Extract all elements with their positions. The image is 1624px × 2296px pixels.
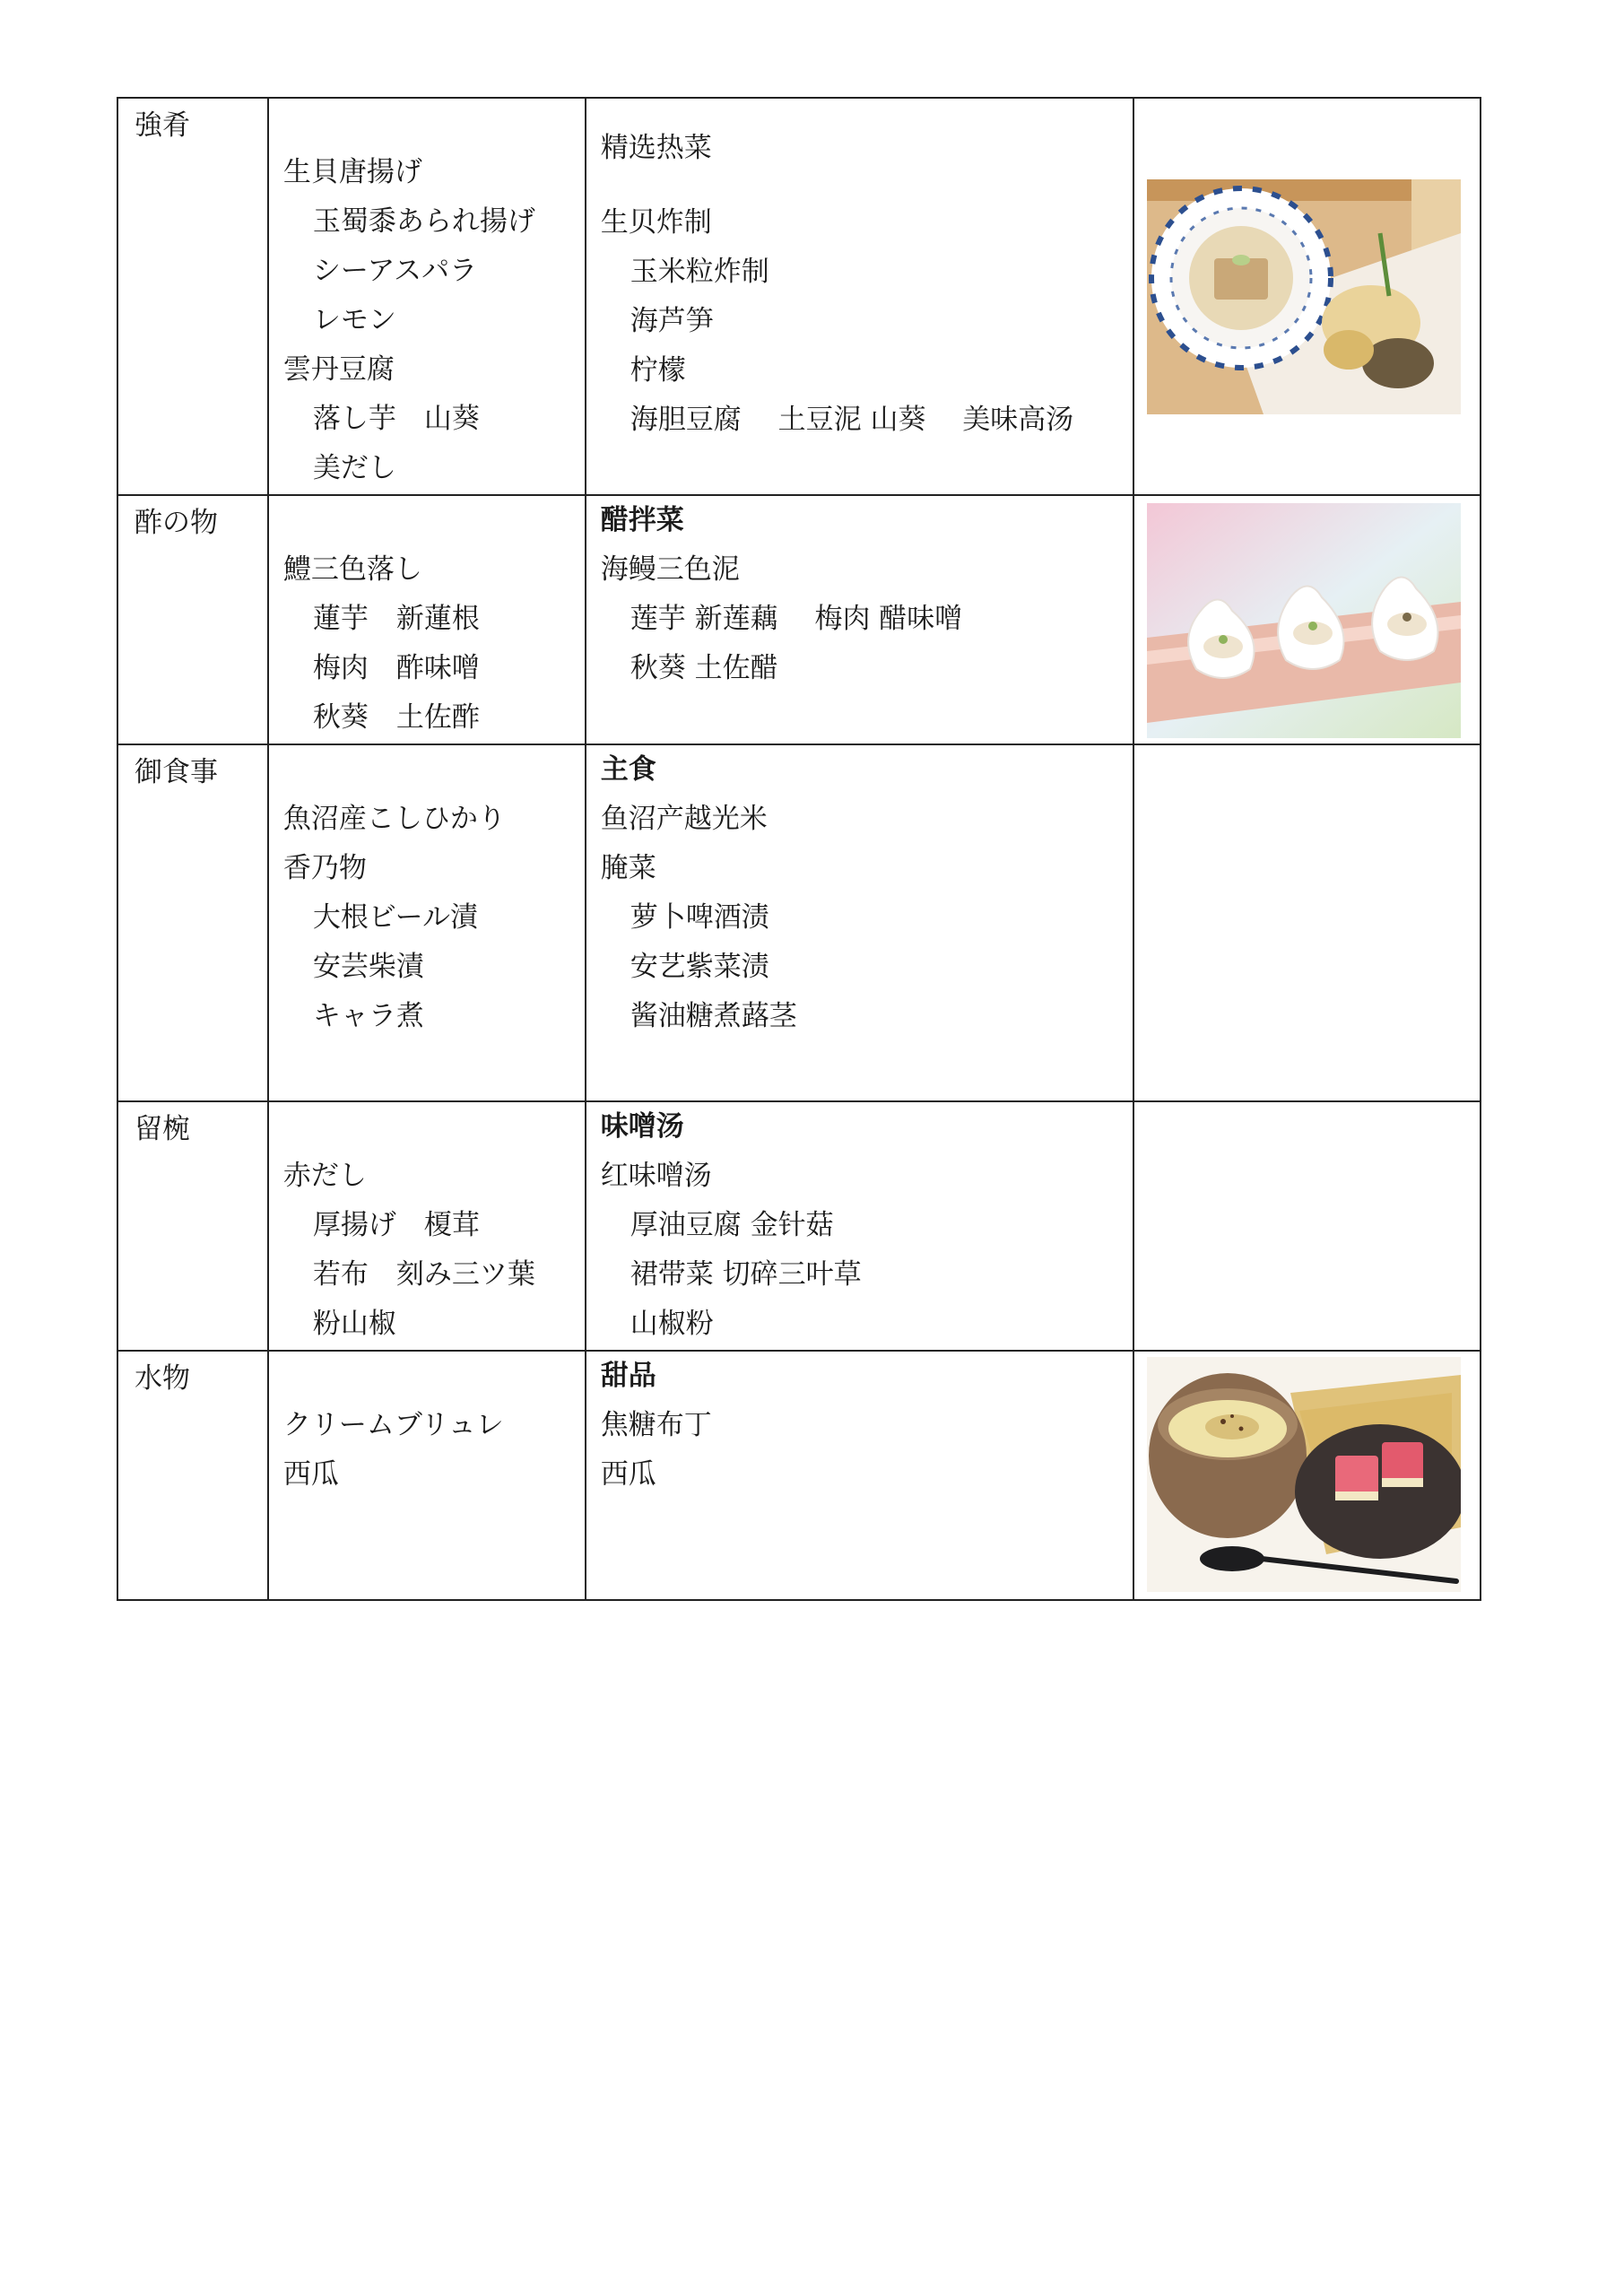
dish-photo [1147, 179, 1461, 414]
japanese-item: 大根ビール漬 [312, 901, 479, 934]
category-cell [117, 1101, 268, 1351]
chinese-cell [586, 1351, 1133, 1600]
menu-table [117, 97, 1481, 1601]
photo-cell [1133, 744, 1481, 1101]
japanese-item: 西瓜 [282, 1458, 339, 1491]
chinese-item: 红味噌汤 [600, 1160, 712, 1192]
menu-row [117, 495, 1481, 744]
category-cell [117, 744, 268, 1101]
category-label: 留椀 [135, 1113, 190, 1145]
japanese-cell [268, 744, 586, 1101]
chinese-cell [586, 98, 1133, 495]
chinese-item: 山椒粉 [630, 1308, 714, 1340]
category-label: 酢の物 [135, 507, 218, 539]
chinese-item: 焦糖布丁 [600, 1409, 712, 1441]
chinese-item: 安艺紫菜渍 [630, 951, 769, 983]
chinese-cell [586, 1101, 1133, 1351]
photo-cell [1133, 1101, 1481, 1351]
japanese-item: 美だし [312, 452, 396, 484]
japanese-item: 玉蜀黍あられ揚げ [312, 205, 535, 238]
japanese-item: 香乃物 [282, 852, 367, 884]
photo-cell [1133, 98, 1481, 495]
japanese-cell [268, 1351, 586, 1600]
japanese-item: 雲丹豆腐 [282, 353, 395, 386]
dish-photo [1147, 503, 1461, 738]
japanese-item: 粉山椒 [312, 1308, 396, 1340]
category-cell [117, 98, 268, 495]
chinese-item: 玉米粒炸制 [630, 256, 769, 288]
chinese-item: 萝卜啤酒渍 [630, 901, 769, 934]
chinese-item: 厚油豆腐 金针菇 [630, 1209, 834, 1241]
japanese-item: シーアスパラ [312, 255, 478, 287]
japanese-cell [268, 1101, 586, 1351]
chinese-title: 精选热菜 [600, 132, 712, 164]
chinese-cell [586, 495, 1133, 744]
chinese-item: 海芦笋 [630, 305, 714, 337]
chinese-item: 裙带菜 切碎三叶草 [630, 1258, 862, 1291]
chinese-item: 西瓜 [600, 1458, 656, 1491]
chinese-title: 甜品 [600, 1360, 656, 1392]
japanese-item: 蓮芋 新蓮根 [312, 603, 480, 635]
menu-row [117, 1351, 1481, 1600]
japanese-item: 秋葵 土佐酢 [312, 701, 480, 734]
chinese-item: 柠檬 [630, 354, 686, 387]
category-cell [117, 1351, 268, 1600]
photo-cell [1133, 495, 1481, 744]
chinese-item: 腌菜 [600, 852, 656, 884]
menu-row [117, 744, 1481, 1101]
chinese-item: 海胆豆腐 土豆泥 山葵 美味高汤 [630, 404, 1074, 436]
chinese-title: 主食 [600, 753, 656, 786]
dish-photo [1147, 1357, 1461, 1592]
chinese-cell [586, 744, 1133, 1101]
category-cell [117, 495, 268, 744]
photo-cell [1133, 1351, 1481, 1600]
japanese-item: 若布 刻み三ツ葉 [312, 1258, 535, 1291]
japanese-item: 鱧三色落し [282, 553, 422, 586]
japanese-cell [268, 495, 586, 744]
japanese-item: 赤だし [282, 1160, 367, 1192]
chinese-item: 海鳗三色泥 [600, 553, 740, 586]
japanese-item: 安芸柴漬 [312, 951, 424, 983]
japanese-item: キャラ煮 [312, 1000, 424, 1032]
chinese-title: 醋拌菜 [600, 504, 684, 536]
chinese-item: 莲芋 新莲藕 梅肉 醋味噌 [630, 603, 963, 635]
chinese-item: 鱼沼产越光米 [600, 803, 768, 835]
menu-row [117, 1101, 1481, 1351]
category-label: 御食事 [135, 756, 218, 788]
japanese-item: クリームブリュレ [282, 1409, 504, 1441]
japanese-item: 落し芋 山葵 [312, 403, 480, 435]
chinese-item: 生贝炸制 [600, 206, 712, 239]
japanese-item: 魚沼産こしひかり [282, 803, 506, 835]
chinese-item: 酱油糖煮蕗茎 [630, 1000, 797, 1032]
japanese-item: レモン [312, 304, 396, 336]
japanese-item: 厚揚げ 榎茸 [312, 1209, 480, 1241]
japanese-cell [268, 98, 586, 495]
japanese-item: 生貝唐揚げ [282, 156, 422, 188]
japanese-item: 梅肉 酢味噌 [312, 652, 480, 684]
menu-row [117, 98, 1481, 495]
chinese-title: 味噌汤 [600, 1110, 684, 1143]
category-label: 強肴 [135, 109, 190, 142]
chinese-item: 秋葵 土佐醋 [630, 652, 778, 684]
category-label: 水物 [135, 1362, 190, 1395]
